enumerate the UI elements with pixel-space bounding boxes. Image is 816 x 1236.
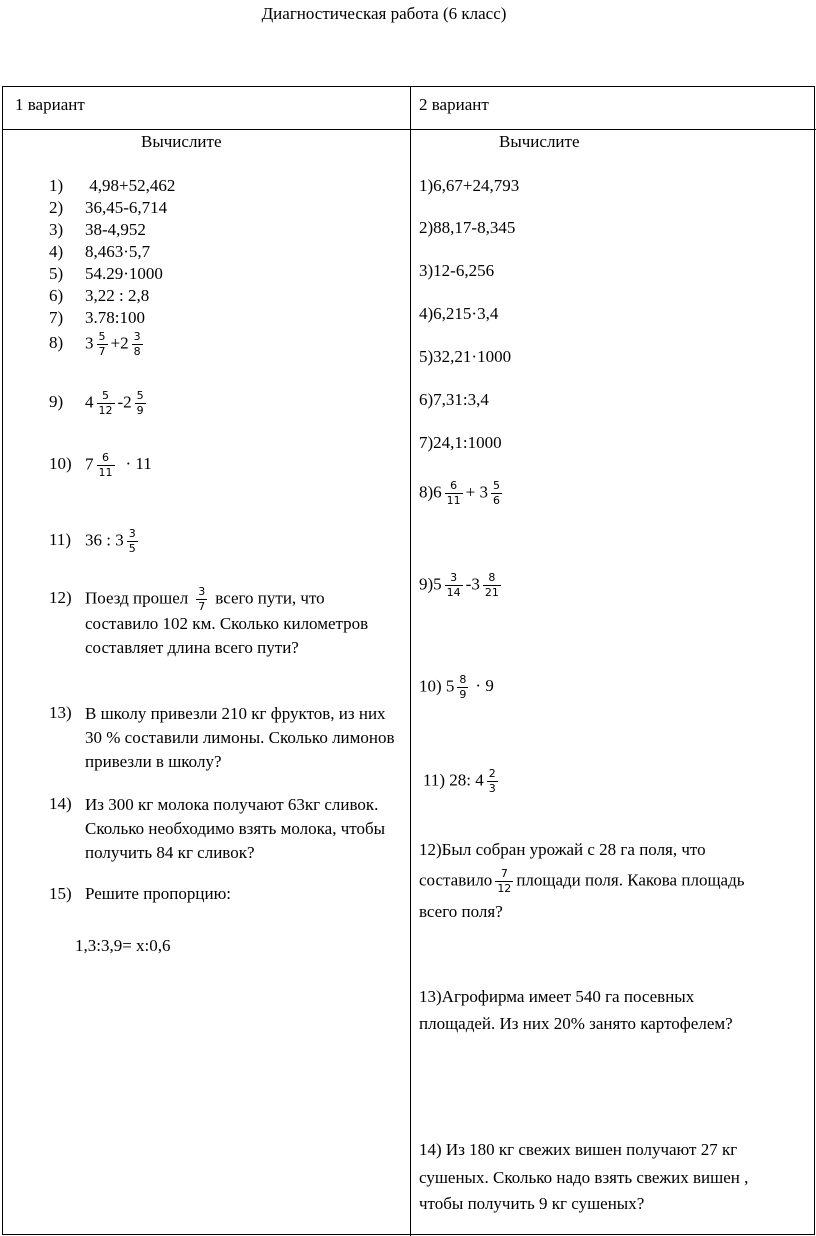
variant2-header: 2 вариант (419, 95, 489, 114)
fraction: $\frac{3}{14}$ (446, 571, 461, 599)
fraction: $\frac{7}{12}$ (497, 867, 512, 895)
fraction: $\frac{8}{9}$ (459, 673, 467, 701)
variant2-item-14-line2: сушеных. Сколько надо взять свежих вишен , (419, 1168, 749, 1187)
variant1-item-2: 2) 36,45-6,714 (49, 198, 168, 217)
variant2-item-4: 4)6,215·3,4 (419, 304, 499, 323)
variant1-item-5: 5) 54.29·1000 (49, 264, 163, 283)
variant2-item-13-line1: 13)Агрофирма имеет 540 га посевных (419, 987, 695, 1006)
variant1-item-11: 11) 36 : 3 $\frac{3}{5}$ (49, 527, 136, 555)
header-divider (3, 129, 816, 130)
variant2-instruction: Вычислите (499, 132, 580, 151)
variant1-item-4: 4) 8,463·5,7 (49, 242, 151, 261)
fraction: $\frac{3}{7}$ (198, 585, 206, 613)
fraction: $\frac{3}{5}$ (128, 527, 136, 555)
variant1-item-6: 6) 3,22 : 2,8 (49, 286, 150, 305)
variant2-item-7: 7)24,1:1000 (419, 433, 502, 452)
variant2-item-8: 8)6 $\frac{6}{11}$ + 3 $\frac{5}{6}$ (419, 479, 501, 507)
variant2-item-10: 10) 5 $\frac{8}{9}$ · 9 (419, 673, 494, 701)
fraction: $\frac{5}{6}$ (493, 479, 501, 507)
variant2-item-1: 1)6,67+24,793 (419, 176, 520, 195)
variant1-item-9: 9) 4 $\frac{5}{12}$ -2 $\frac{5}{9}$ (49, 389, 144, 417)
fraction: $\frac{6}{11}$ (98, 451, 113, 479)
variant1-item-3: 3) 38-4,952 (49, 220, 146, 239)
fraction: $\frac{5}{9}$ (136, 389, 144, 417)
variant2-item-2: 2)88,17-8,345 (419, 218, 516, 237)
variant2-item-5: 5)32,21·1000 (419, 347, 512, 366)
variant1-proportion: 1,3:3,9= х:0,6 (75, 936, 171, 955)
variant2-item-12-line3: всего поля? (419, 902, 503, 921)
fraction: $\frac{2}{3}$ (488, 767, 496, 795)
fraction: $\frac{8}{21}$ (484, 571, 499, 599)
variant1-item-14: 14) Из 300 кг молока получают 63кг сливок. Сколько необходимо взять молока, чтобы получить 84 кг сливок? (49, 794, 386, 862)
variant1-item-1: 1) 4,98+52,462 (49, 176, 176, 195)
variant2-item-6: 6)7,31:3,4 (419, 390, 489, 409)
fraction: $\frac{3}{8}$ (133, 330, 141, 358)
task-table (2, 86, 815, 1235)
fraction: $\frac{5}{12}$ (98, 389, 113, 417)
variant2-item-14-line3: чтобы получить 9 кг сушеных? (419, 1194, 645, 1213)
variant2-item-12-line2: составило $\frac{7}{12}$ площади поля. Какова площадь (419, 867, 745, 895)
variant2-item-11: 11) 28: 4 $\frac{2}{3}$ (423, 767, 496, 795)
column-divider (410, 87, 411, 1236)
variant1-instruction: Вычислите (141, 132, 222, 151)
variant1-item-10: 10) 7 $\frac{6}{11}$ · 11 (49, 451, 152, 479)
fraction: $\frac{6}{11}$ (446, 479, 461, 507)
variant2-item-9: 9)5 $\frac{3}{14}$ -3 $\frac{8}{21}$ (419, 571, 499, 599)
variant1-item-8: 8) 3 $\frac{5}{7}$ +2 $\frac{3}{8}$ (49, 330, 141, 358)
variant1-item-7: 7) 3.78:100 (49, 308, 145, 327)
page-title: Диагностическая работа (6 класс) (261, 4, 507, 23)
variant2-item-14-line1: 14) Из 180 кг свежих вишен получают 27 кг (419, 1140, 738, 1159)
variant1-item-13: 13) В школу привезли 210 кг фруктов, из них 30 % составили лимоны. Сколько лимонов привезли в школу? (49, 703, 395, 771)
fraction: $\frac{5}{7}$ (98, 330, 106, 358)
variant1-item-15: 15) Решите пропорцию: (49, 884, 232, 903)
variant2-item-12-line1: 12)Был собран урожай с 28 га поля, что (419, 840, 706, 859)
variant1-header: 1 вариант (15, 95, 85, 114)
variant2-item-3: 3)12-6,256 (419, 261, 495, 280)
variant2-item-13-line2: площадей. Из них 20% занято картофелем? (419, 1014, 733, 1033)
variant1-item-12: 12) Поезд прошел $\frac{3}{7}$ всего пути, что (49, 585, 325, 613)
variant1-item-12-cont: составило 102 км. Сколько километров составляет длина всего пути? (85, 614, 369, 657)
